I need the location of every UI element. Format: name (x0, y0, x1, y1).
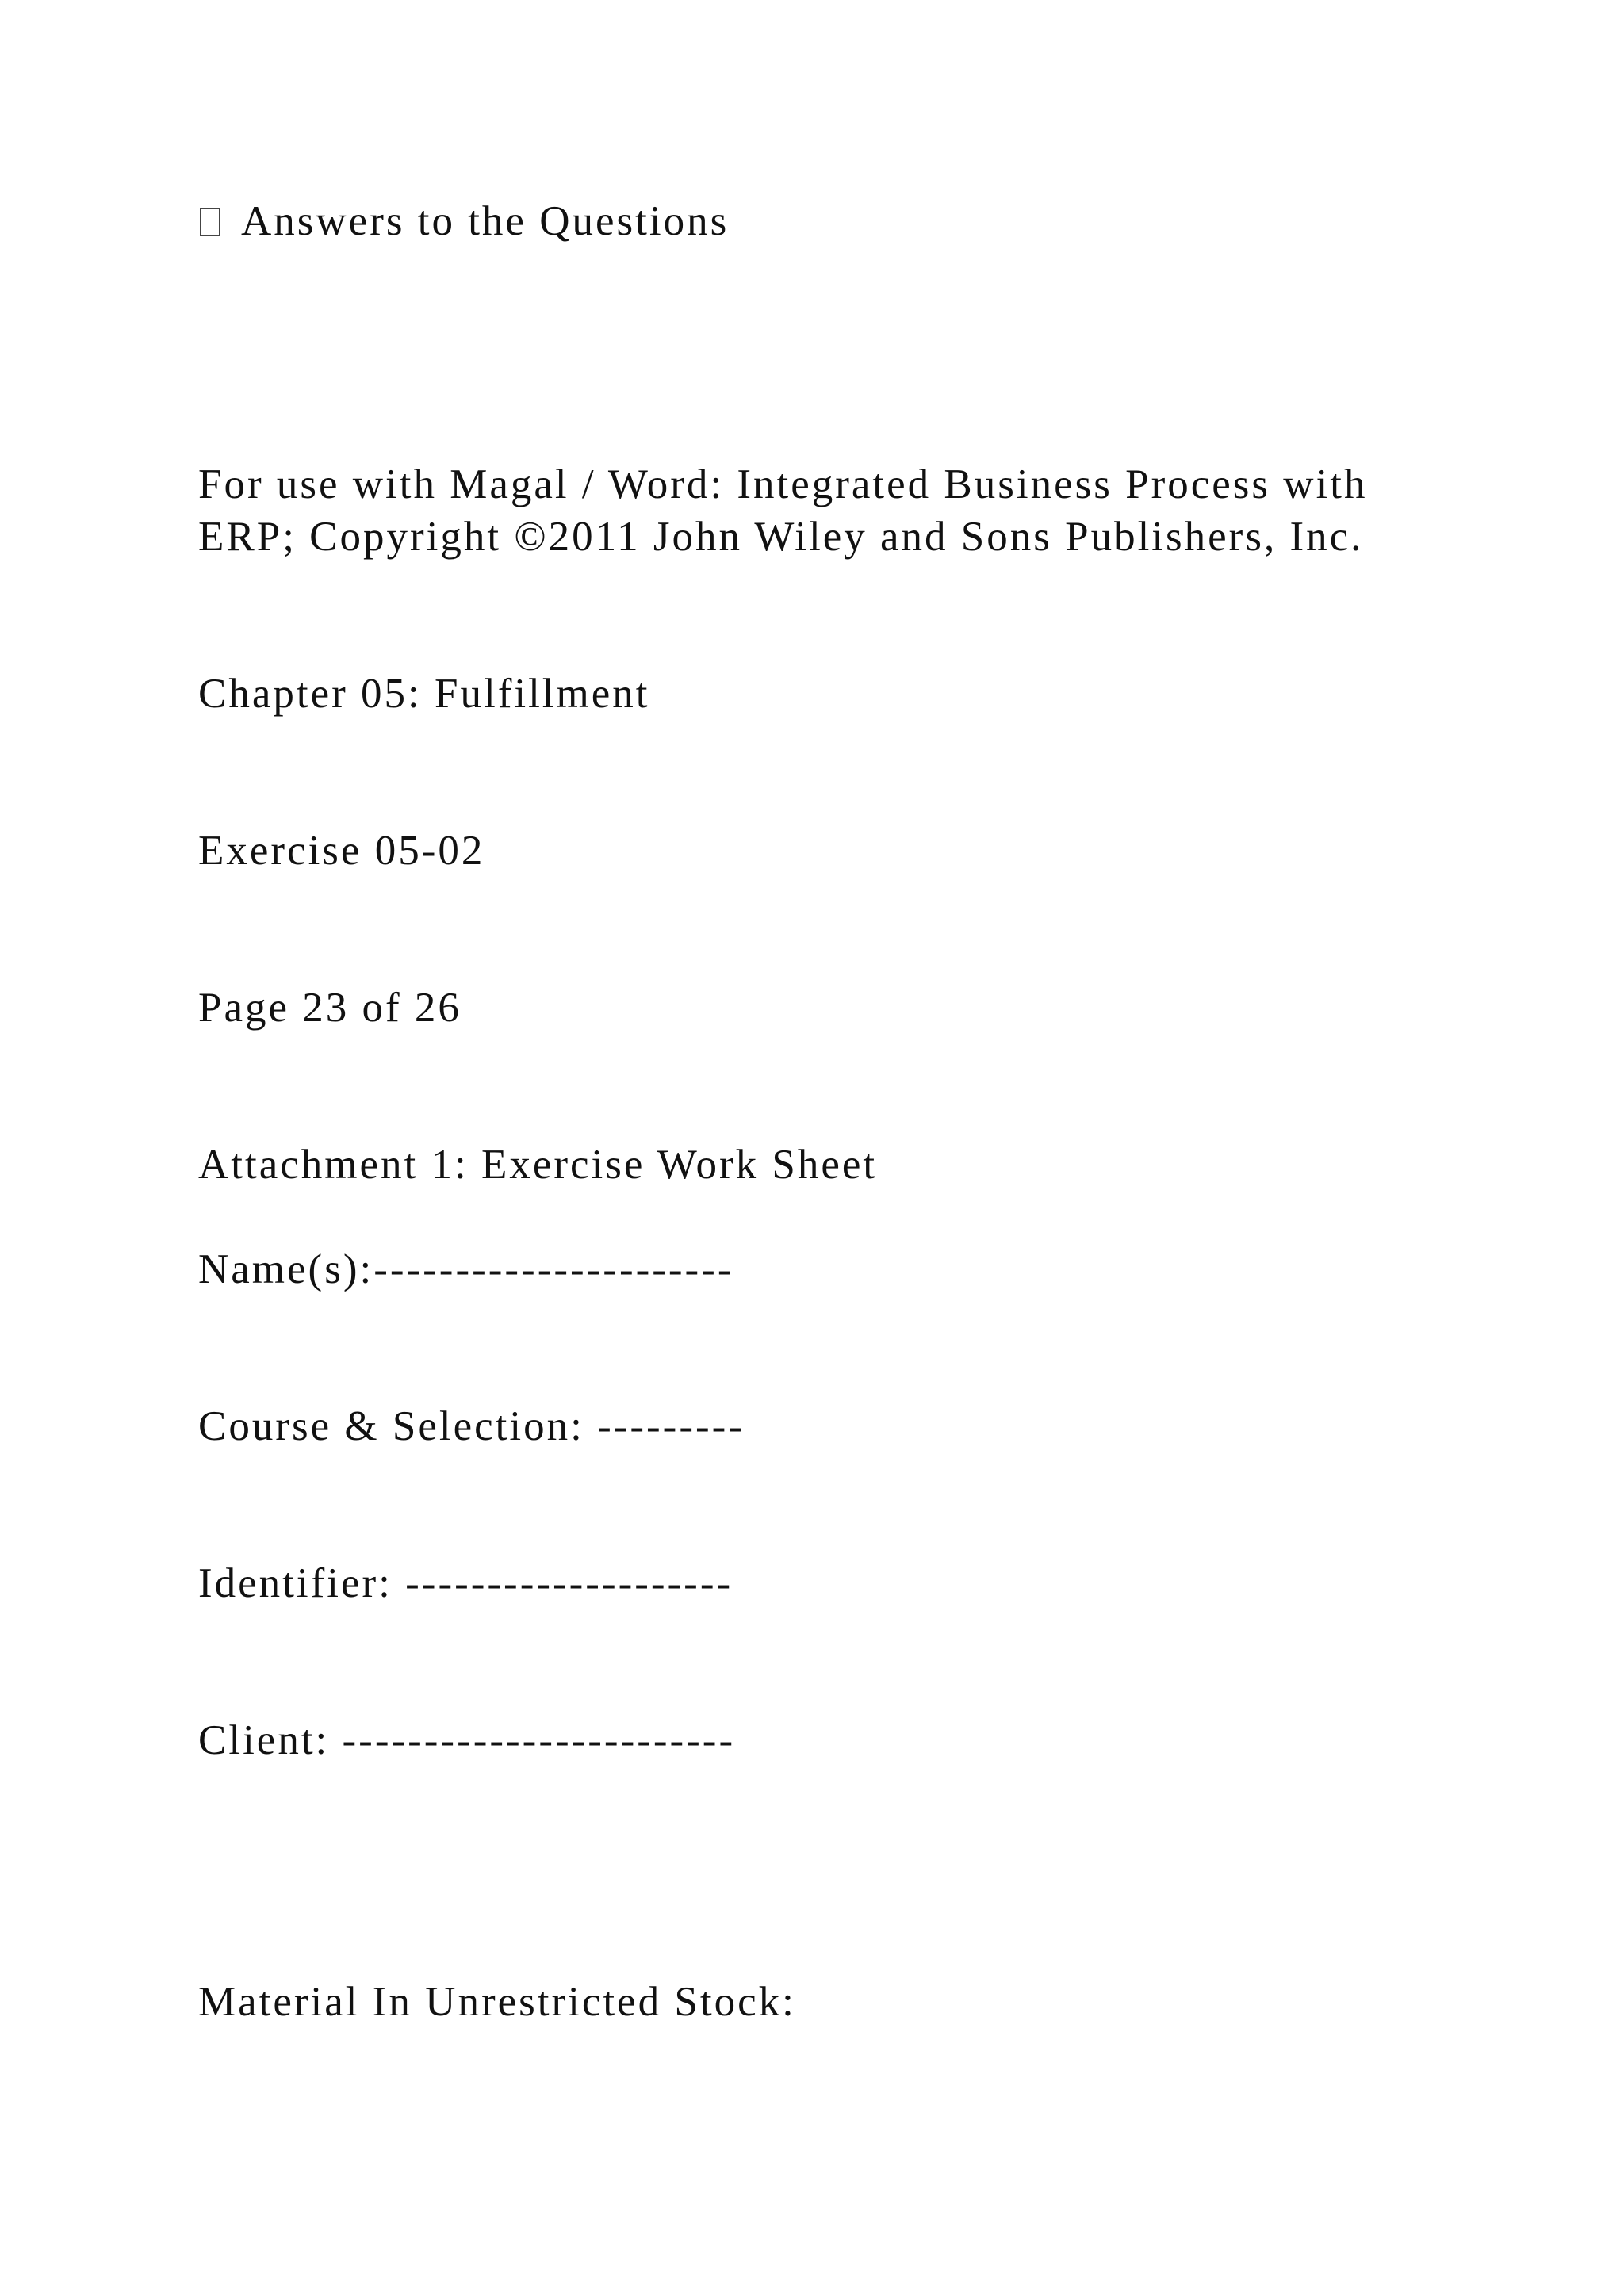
course-selection-field: Course & Selection: --------- (198, 1403, 745, 1449)
copyright-line-1: For use with Magal / Word: Integrated Business Process with (198, 461, 1368, 507)
names-field: Name(s):---------------------- (198, 1246, 734, 1292)
client-field: Client: ------------------------ (198, 1717, 736, 1763)
answers-item (200, 195, 729, 247)
attachment-title: Attachment 1: Exercise Work Sheet (198, 1142, 878, 1188)
chapter-title: Chapter 05: Fulfillment (198, 671, 650, 717)
page-number: Page 23 of 26 (198, 985, 462, 1031)
material-stock-heading: Material In Unrestricted Stock: (198, 1979, 796, 2025)
copyright-line-2: ERP; Copyright ©2011 John Wiley and Sons Publishers, Inc. (198, 514, 1364, 560)
checkbox-icon (200, 208, 220, 236)
exercise-number: Exercise 05-02 (198, 828, 485, 874)
answers-label: Answers to the Questions (241, 198, 730, 244)
identifier-field: Identifier: -------------------- (198, 1560, 733, 1606)
